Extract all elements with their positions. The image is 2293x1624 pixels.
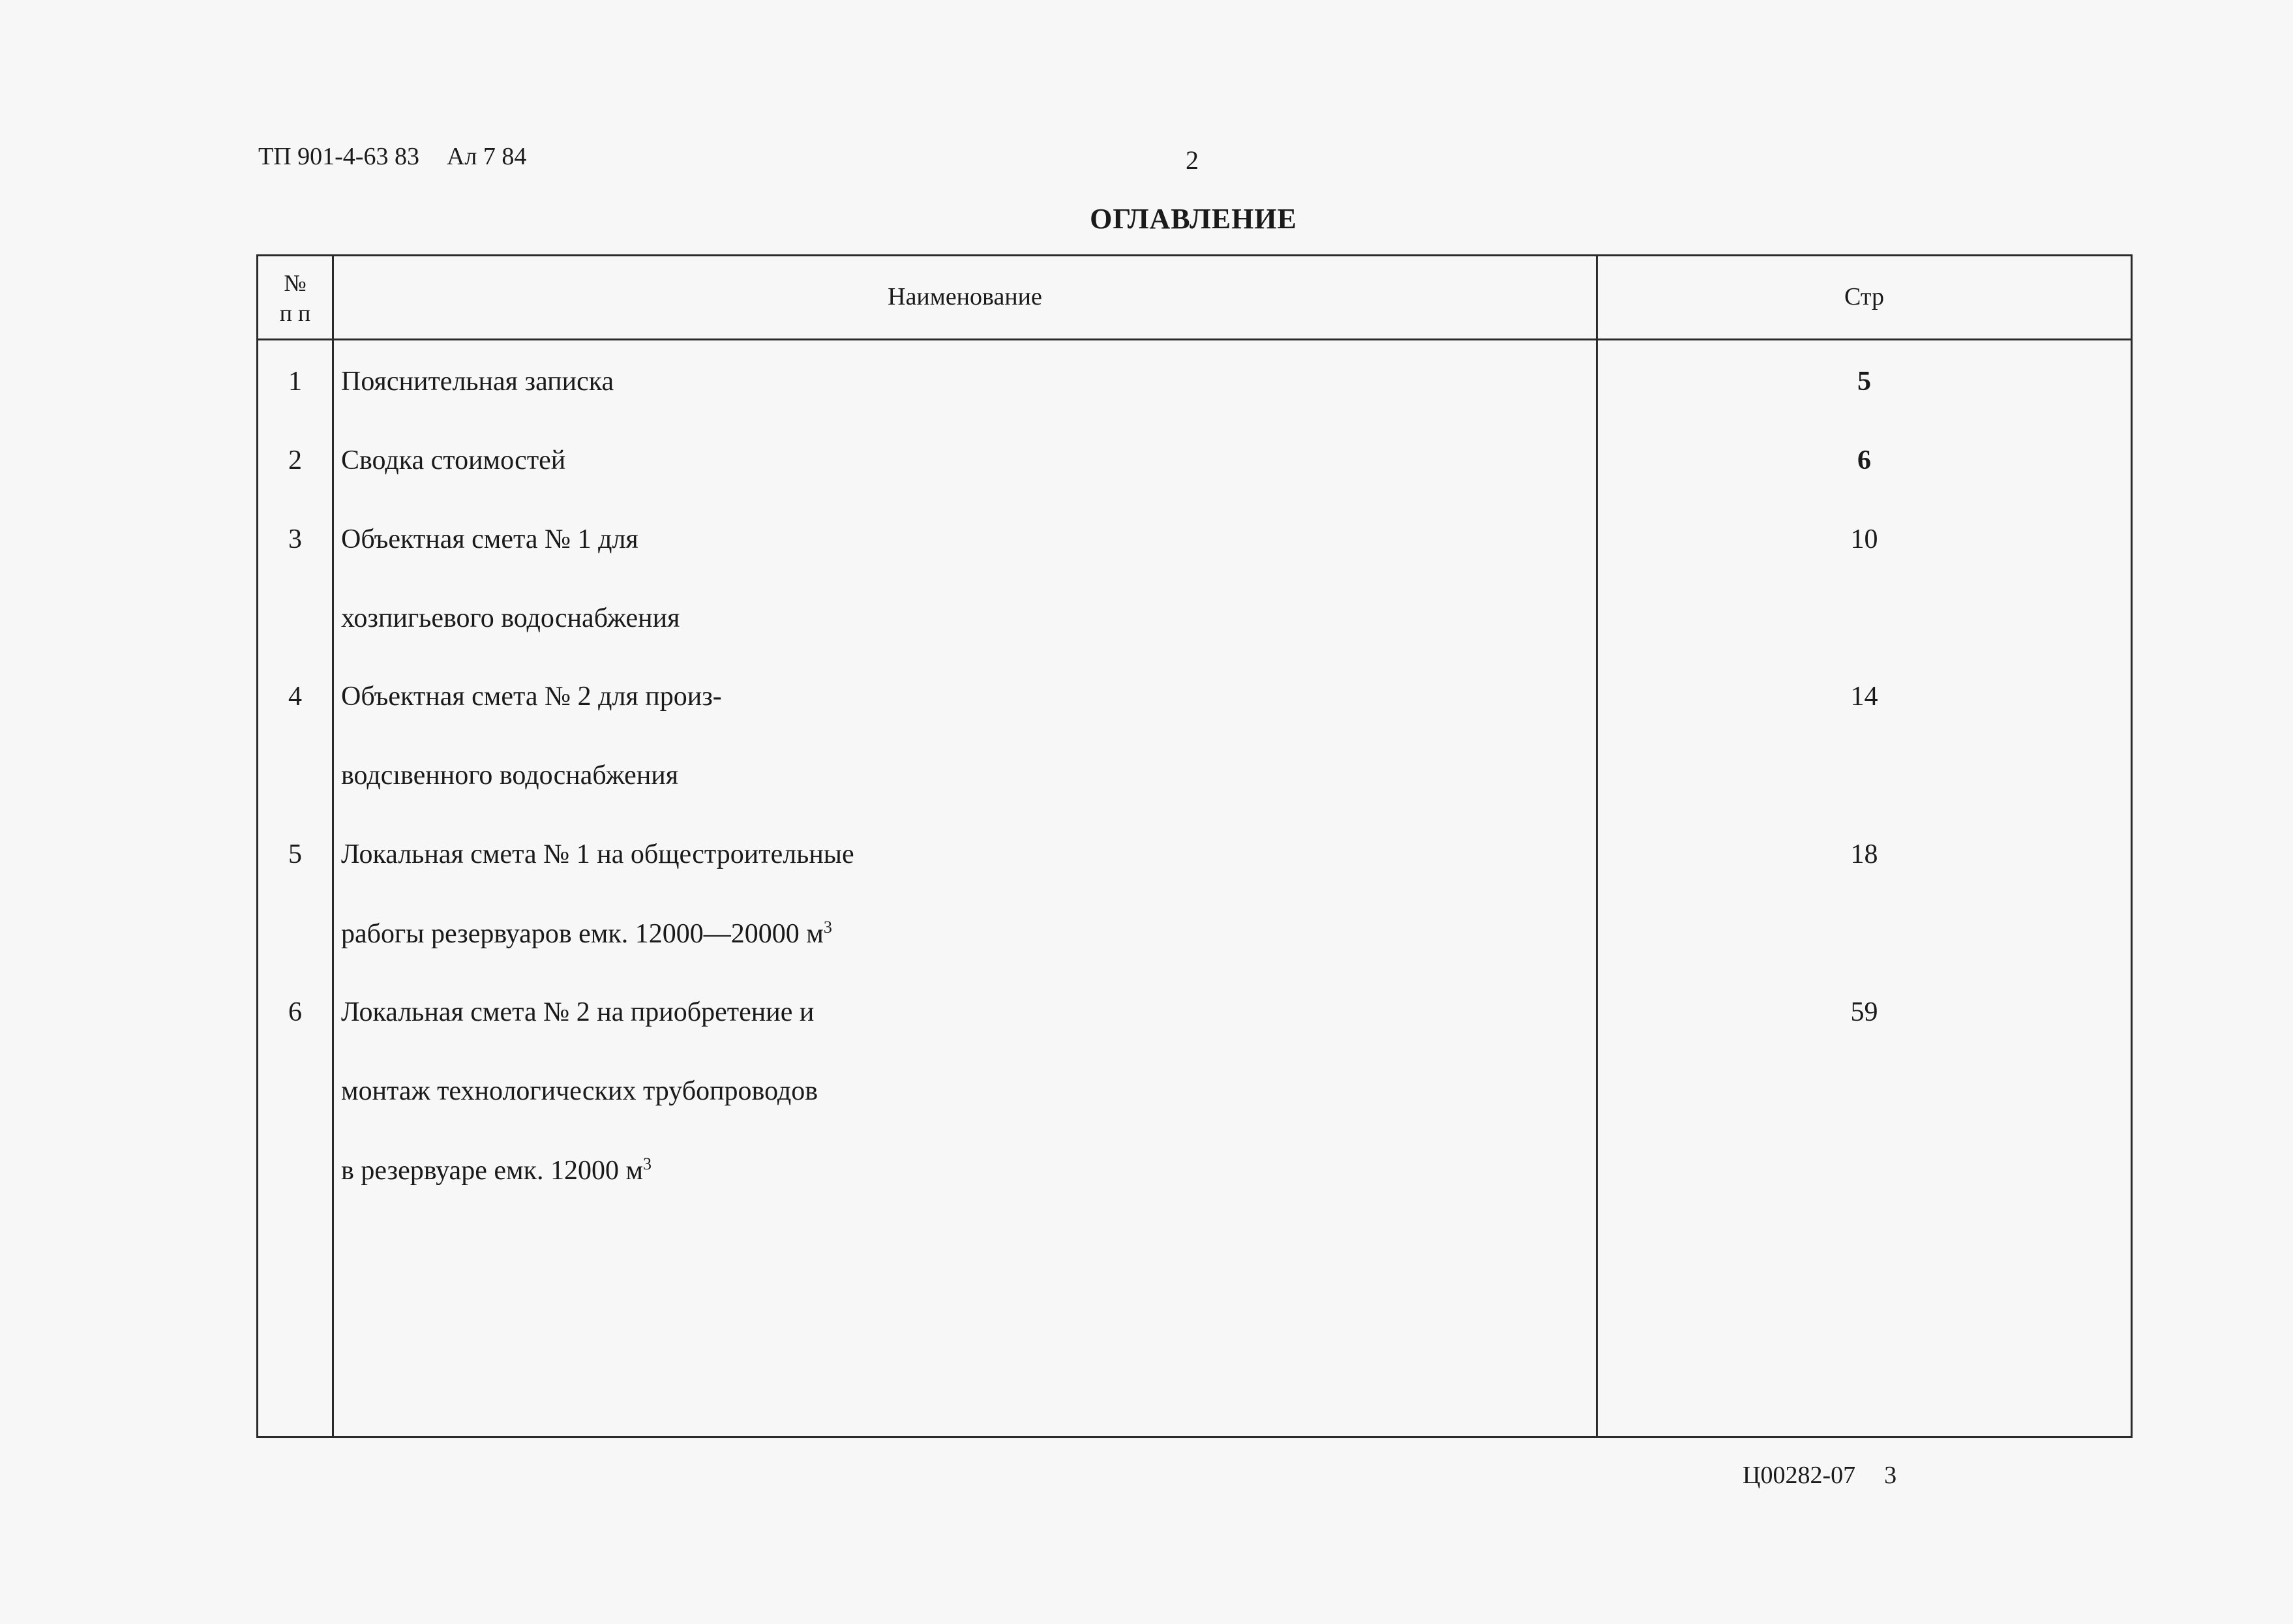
row-number: 3 — [288, 524, 302, 554]
row-title-continuation: монтаж технологических трубопроводов — [341, 1076, 818, 1106]
row-title-continuation — [341, 1154, 652, 1186]
column-header-name: Наименование — [888, 283, 1042, 310]
row-page: 5 — [1857, 367, 1871, 397]
row-title-continuation: хозпигьевого водоснабжения — [341, 603, 680, 633]
row-number: 5 — [288, 839, 302, 869]
row-title: Локальная смета № 1 на общестроительные — [341, 839, 854, 869]
row-number: 1 — [288, 367, 302, 397]
row-title: Сводка стоимостей — [341, 445, 566, 475]
row-title-text: рабогы резервуаров емк. 12000—20000 м — [341, 919, 824, 949]
row-title-continuation: водсıвенного водоснабжения — [341, 760, 679, 790]
row-number: 4 — [288, 682, 302, 712]
row-number: 6 — [288, 997, 302, 1027]
row-page: 10 — [1850, 524, 1878, 554]
sheet-number: 3 — [1884, 1462, 1897, 1489]
row-title-continuation — [341, 918, 832, 950]
column-header-page: Стр — [1844, 283, 1884, 310]
row-title: Локальная смета № 2 на приобретение и — [341, 997, 815, 1027]
document-code: ТП 901-4-63 83 — [258, 143, 419, 170]
unit-exponent: 3 — [823, 918, 832, 937]
column-divider — [332, 256, 334, 1436]
row-page: 59 — [1850, 997, 1878, 1027]
table-of-contents — [256, 254, 2133, 1438]
document-code-header — [258, 142, 526, 171]
row-title: Пояснительная записка — [341, 367, 614, 397]
row-page: 14 — [1850, 682, 1878, 712]
column-header-number-line2: п п — [279, 300, 311, 326]
footer-code — [1743, 1461, 1896, 1490]
column-header-number — [258, 268, 332, 328]
page-number: 2 — [1186, 145, 1199, 175]
row-title-text: в резервуаре емк. 12000 м — [341, 1156, 644, 1186]
unit-exponent: 3 — [643, 1154, 652, 1173]
column-header-number-line1: № — [284, 270, 307, 296]
header-divider — [258, 338, 2131, 340]
row-number: 2 — [288, 445, 302, 475]
row-title: Объектная смета № 1 для — [341, 524, 638, 554]
page-title: ОГЛАВЛЕНИЕ — [1090, 203, 1297, 235]
album-number: Ал 7 84 — [446, 143, 527, 170]
row-title: Объектная смета № 2 для произ- — [341, 682, 722, 712]
row-page: 6 — [1857, 445, 1871, 475]
document-cipher: Ц00282-07 — [1743, 1462, 1856, 1489]
row-page: 18 — [1850, 839, 1878, 869]
